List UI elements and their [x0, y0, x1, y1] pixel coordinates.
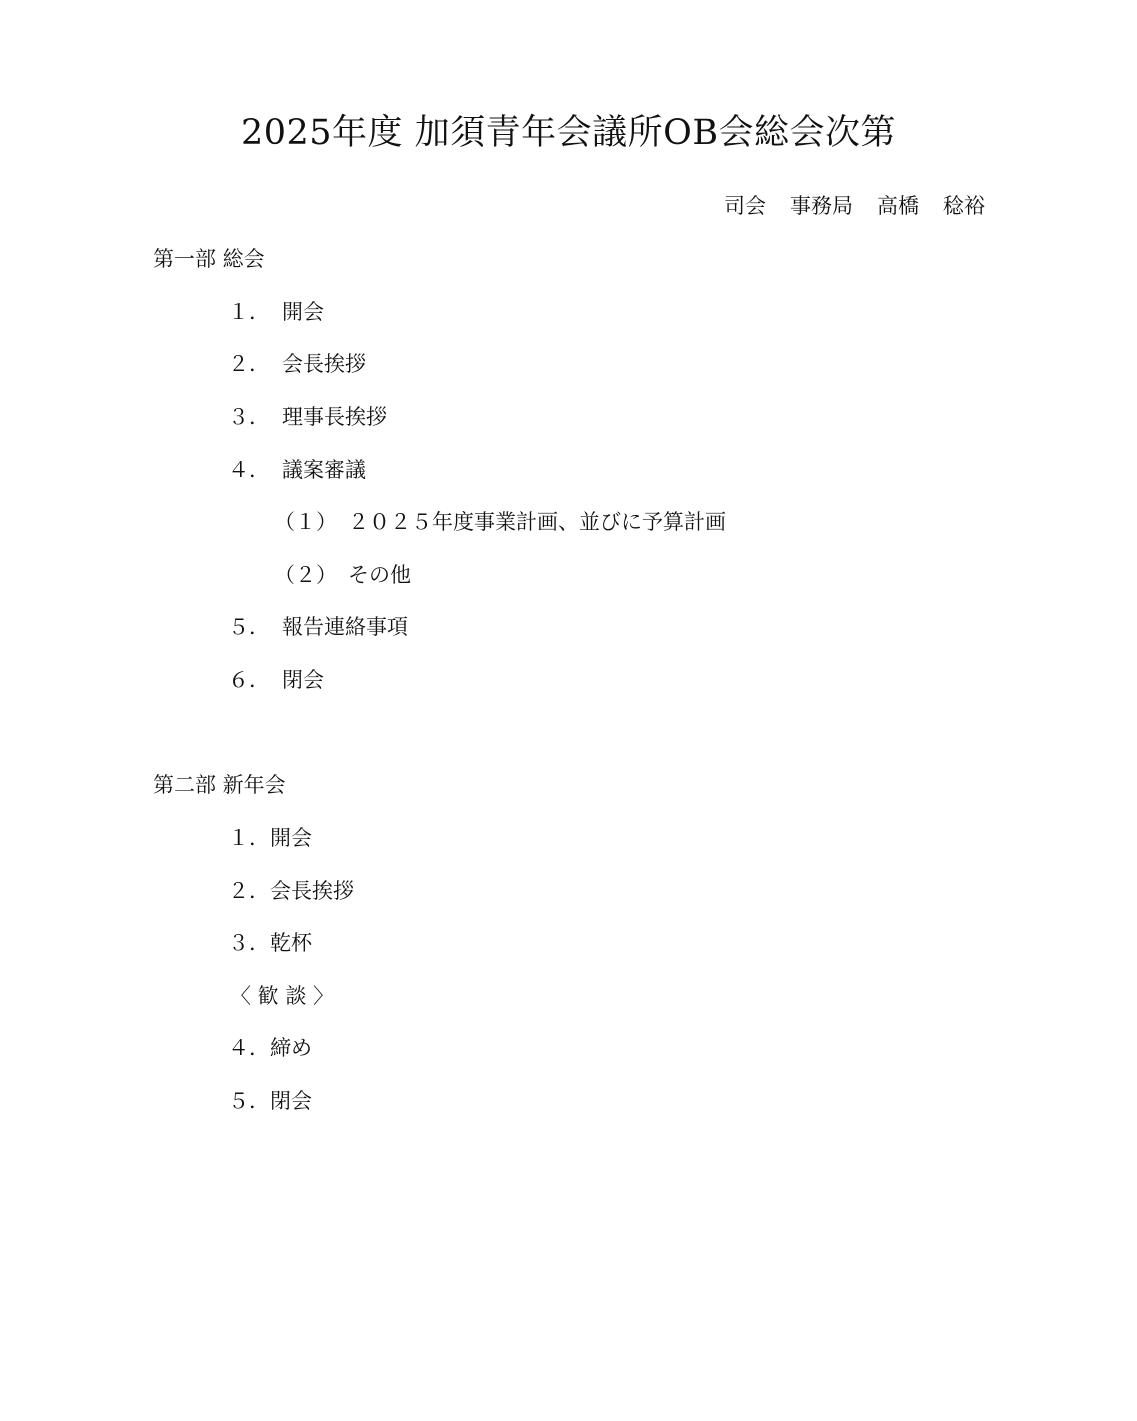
item-text: 閉会 — [282, 668, 324, 692]
subitem-text: その他 — [348, 563, 411, 587]
item-number: ３． — [228, 405, 270, 429]
item-text: 会長挨拶 — [270, 879, 354, 903]
document-title: 2025年度 加須青年会議所OB会総会次第 — [240, 113, 897, 153]
subitem-number: （１） — [274, 510, 337, 534]
item-text: 締め — [270, 1036, 312, 1060]
item-text: 閉会 — [270, 1089, 312, 1113]
item-number: ４． — [228, 1036, 270, 1060]
part2-item — [228, 1032, 312, 1064]
part2-item — [228, 1085, 312, 1117]
item-text: 理事長挨拶 — [282, 405, 387, 429]
mc-label: 司会 — [724, 194, 766, 218]
mc-given-name: 稔裕 — [943, 194, 985, 218]
part2-heading: 第二部 新年会 — [153, 773, 286, 797]
item-number: ５． — [228, 1089, 270, 1113]
subitem-text: ２０２５年度事業計画、並びに予算計画 — [348, 510, 726, 534]
item-number: ６． — [228, 668, 270, 692]
item-number: ３． — [228, 931, 270, 955]
part1-heading: 第一部 総会 — [153, 247, 265, 271]
item-number: １． — [228, 300, 270, 324]
mc-office: 事務局 — [790, 194, 853, 218]
part2-item — [228, 875, 354, 907]
subitem-number: （２） — [274, 563, 337, 587]
part1-item — [228, 296, 324, 328]
item-number: ２． — [228, 879, 270, 903]
item-text: 報告連絡事項 — [282, 615, 408, 639]
part1-item — [228, 348, 366, 380]
mc-line — [724, 190, 985, 222]
mc-family-name: 高橋 — [877, 194, 919, 218]
part2-item — [228, 927, 312, 959]
part1-item — [228, 454, 366, 486]
interlude-label: 〈 歓 談 〉 — [230, 984, 335, 1008]
item-text: 議案審議 — [282, 458, 366, 482]
part1-item — [228, 664, 324, 696]
item-text: 開会 — [282, 300, 324, 324]
part1-subitem — [274, 559, 411, 591]
part1-item — [228, 401, 387, 433]
item-text: 開会 — [270, 826, 312, 850]
part1-subitem — [274, 506, 726, 538]
item-number: ２． — [228, 352, 270, 376]
item-number: １． — [228, 826, 270, 850]
part2-item — [228, 822, 312, 854]
item-number: ５． — [228, 615, 270, 639]
item-text: 会長挨拶 — [282, 352, 366, 376]
item-text: 乾杯 — [270, 931, 312, 955]
item-number: ４． — [228, 458, 270, 482]
part1-item — [228, 611, 408, 643]
